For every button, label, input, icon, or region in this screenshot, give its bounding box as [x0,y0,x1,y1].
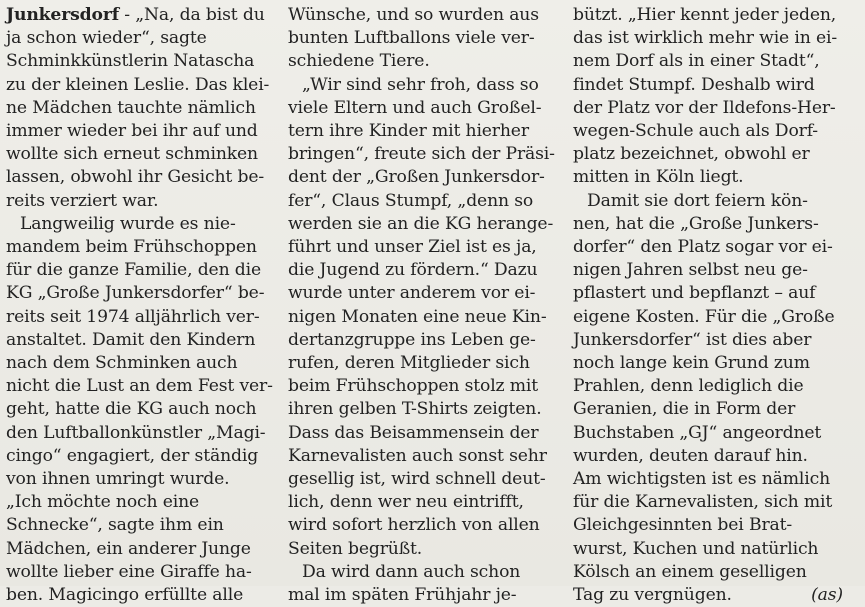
text-line: wollte sich erneut schminken [6,144,258,165]
text-line: rufen, deren Mitglieder sich [288,353,530,374]
text-line: das ist wirklich mehr wie in ei- [573,28,837,49]
text-line: Kölsch an einem geselligen [573,561,807,582]
text-line: Schminkkünstlerin Natascha [6,51,255,72]
text-line: ihren gelben T-Shirts zeigten. [288,399,542,420]
text-line: Damit sie dort feiern kön- [587,190,808,211]
text-line: nem Dorf als in einer Stadt“, [573,51,820,72]
text-line: pflastert und bepflanzt – auf [573,283,816,304]
text-line: bützt. „Hier kennt jeder jeden, [573,5,837,25]
text-line: für die Karnevalisten, sich mit [573,492,833,513]
text-line: beim Frühschoppen stolz mit [288,376,539,397]
text-line: wurden, deuten darauf hin. [573,445,808,466]
text-line: anstaltet. Damit den Kindern [6,329,256,350]
text-line: tern ihre Kinder mit hierher [288,121,529,142]
text-line: cingo“ engagiert, der ständig [6,445,259,466]
text-line: Wünsche, und so wurden aus [288,5,539,25]
text-line: Karnevalisten auch sonst sehr [288,445,547,466]
text-line: viele Eltern und auch Großel- [288,97,542,118]
text-line [573,584,863,607]
text-line: Dass das Beisammensein der [288,422,539,443]
text-line: der Platz vor der Ildefons-Her- [573,97,836,118]
text-line-content: - „Na, da bist du [118,5,265,25]
text-line: immer wieder bei ihr auf und [6,121,258,142]
text-line: wird sofort herzlich von allen [288,515,540,536]
text-line: ben. Magicingo erfüllte alle [6,585,244,606]
text-line: Seiten begrüßt. [288,538,423,559]
text-line: Langweilig wurde es nie- [20,213,236,234]
text-line: wegen-Schule auch als Dorf- [573,121,818,142]
article-column-1 [6,4,276,607]
text-line: dertanzgruppe ins Leben ge- [288,329,536,350]
text-line: Geranien, die in Form der [573,399,796,420]
text-line: „Wir sind sehr froh, dass so [302,74,539,95]
text-line: dorfer“ den Platz sogar vor ei- [573,237,833,258]
text-line: dent der „Großen Junkersdor- [288,167,545,188]
article-column-2 [288,4,560,607]
text-line: nicht die Lust an dem Fest ver- [6,376,273,397]
text-line: platz bezeichnet, obwohl er [573,144,810,165]
text-line: lich, denn wer neu eintrifft, [288,492,524,513]
text-line: gesellig ist, wird schnell deut- [288,469,546,490]
text-line: noch lange kein Grund zum [573,353,810,374]
text-line: Schnecke“, sagte ihm ein [6,515,224,536]
text-line: bringen“, freute sich der Präsi- [288,144,555,165]
text-line: nach dem Schminken auch [6,353,238,374]
text-line: findet Stumpf. Deshalb wird [573,74,815,95]
text-line: reits verziert war. [6,190,159,211]
text-line: nigen Monaten eine neue Kin- [288,306,547,327]
text-line [6,4,276,27]
author-initials: (as) [811,585,843,606]
text-line: eigene Kosten. Für die „Große [573,306,835,327]
text-line: „Ich möchte noch eine [6,492,200,513]
article-dateline: Junkersdorf [6,5,119,25]
text-line: die Jugend zu fördern.“ Dazu [288,260,538,281]
text-line: wollte lieber eine Giraffe ha- [6,561,252,582]
text-line: ja schon wieder“, sagte [6,28,207,49]
text-line: für die ganze Familie, den die [6,260,262,281]
text-line: KG „Große Junkersdorfer“ be- [6,283,265,304]
text-line: nigen Jahren selbst neu ge- [573,260,808,281]
text-line: fer“, Claus Stumpf, „denn so [288,190,534,211]
text-line: reits seit 1974 alljährlich ver- [6,306,260,327]
text-line: wurst, Kuchen und natürlich [573,538,819,559]
text-line: zu der kleinen Leslie. Das klei- [6,74,270,95]
text-line: Da wird dann auch schon [302,561,521,582]
text-line-content: Tag zu vergnügen. [573,585,732,606]
text-line: wurde unter anderem vor ei- [288,283,536,304]
text-line: schiedene Tiere. [288,51,430,72]
text-line: mitten in Köln liegt. [573,167,744,188]
text-line: mandem beim Frühschoppen [6,237,257,258]
text-line: Gleichgesinnten bei Brat- [573,515,793,536]
text-line: Buchstaben „GJ“ angeordnet [573,422,822,443]
text-line: von ihnen umringt wurde. [6,469,230,490]
text-line: mal im späten Frühjahr je- [288,585,517,606]
text-line: führt und unser Ziel ist es ja, [288,237,537,258]
text-line: lassen, obwohl ihr Gesicht be- [6,167,265,188]
article-column-3 [573,4,863,607]
text-line: bunten Luftballons viele ver- [288,28,535,49]
text-line: den Luftballonkünstler „Magi- [6,422,266,443]
text-line: Mädchen, ein anderer Junge [6,538,251,559]
text-line: ne Mädchen tauchte nämlich [6,97,256,118]
text-line: geht, hatte die KG auch noch [6,399,257,420]
text-line: werden sie an die KG herange- [288,213,554,234]
text-line: Prahlen, denn lediglich die [573,376,804,397]
text-line: nen, hat die „Große Junkers- [573,213,819,234]
text-line: Junkersdorfer“ ist dies aber [573,329,812,350]
text-line: Am wichtigsten ist es nämlich [573,469,831,490]
